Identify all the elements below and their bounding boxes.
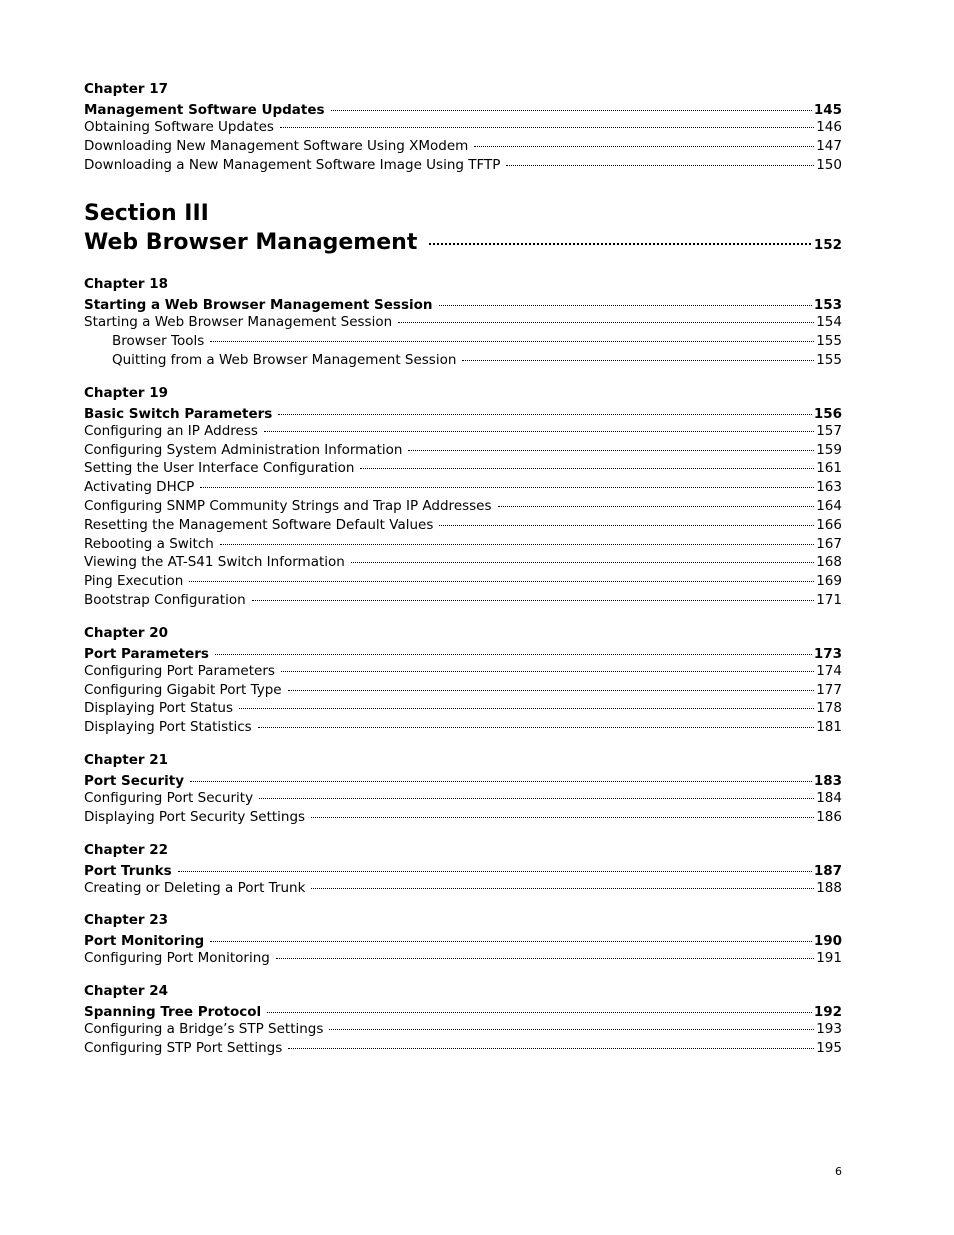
toc-entry[interactable] [84, 313, 842, 332]
chapter-block [84, 384, 842, 610]
toc-entry[interactable] [84, 332, 842, 351]
entry-title: Downloading New Management Software Using XModem [84, 137, 469, 154]
page-number: 6 [835, 1165, 842, 1178]
toc-entry[interactable] [84, 553, 842, 572]
chapter-label: Chapter 20 [84, 624, 169, 641]
toc-entry[interactable] [84, 662, 842, 681]
section-label: Section III [84, 201, 209, 227]
entry-page-number: 183 [813, 772, 842, 789]
chapter-label: Chapter 17 [84, 81, 169, 97]
entry-page-number: 181 [816, 719, 842, 736]
dot-leader [360, 468, 814, 469]
section-title-entry[interactable] [84, 227, 842, 261]
entry-title: Basic Switch Parameters [84, 405, 273, 422]
chapter-label: Chapter 23 [84, 912, 169, 929]
dot-leader [259, 798, 814, 799]
entry-page-number: 173 [813, 645, 842, 662]
toc-entry[interactable] [84, 478, 842, 497]
toc-entry[interactable] [84, 718, 842, 737]
entry-page-number: 147 [816, 137, 842, 154]
toc-entry[interactable] [84, 572, 842, 591]
entry-page-number: 146 [816, 119, 842, 135]
entry-page-number: 168 [816, 554, 842, 571]
toc-entry[interactable] [84, 497, 842, 516]
entry-title: Downloading a New Management Software Image Using TFTP [84, 156, 501, 173]
toc-entry[interactable] [84, 137, 842, 156]
chapter-label: Chapter 21 [84, 751, 169, 768]
dot-leader [498, 506, 815, 507]
dot-leader [474, 146, 814, 147]
entry-title: Port Monitoring [84, 933, 205, 950]
toc-entry[interactable] [84, 879, 842, 898]
entry-page-number: 163 [816, 479, 842, 496]
entry-page-number: 150 [816, 156, 842, 173]
entry-title: Configuring Gigabit Port Type [84, 681, 282, 698]
entry-page-number: 164 [816, 497, 842, 514]
entry-title: Rebooting a Switch [84, 535, 214, 552]
entry-page-number: 166 [816, 516, 842, 533]
toc-entry[interactable] [84, 681, 842, 700]
entry-page-number: 195 [816, 1039, 842, 1056]
entry-page-number: 174 [816, 662, 842, 679]
dot-leader [462, 360, 814, 361]
dot-leader [506, 165, 814, 166]
toc-entry[interactable] [84, 156, 842, 175]
chapter-label: Chapter 22 [84, 841, 169, 858]
entry-page-number: 192 [813, 1004, 842, 1021]
toc-entry[interactable] [84, 459, 842, 478]
dot-leader [239, 708, 814, 709]
entry-title: Creating or Deleting a Port Trunk [84, 879, 306, 896]
entry-title: Port Parameters [84, 645, 209, 662]
dot-leader [288, 690, 815, 691]
toc-entry[interactable] [84, 808, 842, 827]
toc-entry[interactable] [84, 1020, 842, 1039]
entry-title: Browser Tools [112, 333, 205, 350]
chapter-title-entry[interactable] [84, 406, 842, 422]
toc-entry[interactable] [84, 516, 842, 535]
chapter-title-entry[interactable] [84, 297, 842, 313]
dot-leader [178, 871, 812, 872]
entry-title: Configuring Port Security [84, 789, 254, 806]
dot-leader [189, 581, 814, 582]
toc-entry[interactable] [84, 699, 842, 718]
entry-page-number: 178 [816, 700, 842, 717]
chapter-label: Chapter 19 [84, 384, 169, 401]
chapter-block [84, 751, 842, 827]
chapter-label: Chapter 24 [84, 983, 169, 1000]
entry-page-number: 191 [816, 950, 842, 967]
entry-page-number: 188 [816, 879, 842, 896]
entry-title: Ping Execution [84, 573, 184, 590]
entry-page-number: 155 [816, 351, 842, 368]
entry-page-number: 190 [813, 933, 842, 950]
toc-entry[interactable] [84, 1039, 842, 1058]
dot-leader [331, 110, 812, 111]
chapter-block [84, 80, 842, 174]
entry-title: Bootstrap Configuration [84, 591, 246, 608]
toc-entry[interactable] [84, 535, 842, 554]
dot-leader [276, 958, 814, 959]
entry-page-number: 193 [816, 1021, 842, 1038]
toc-entry[interactable] [84, 789, 842, 808]
entry-title: Activating DHCP [84, 479, 195, 496]
entry-page-number: 161 [816, 460, 842, 477]
dot-leader [311, 888, 814, 889]
chapter-title-entry[interactable] [84, 863, 842, 879]
entry-page-number: 154 [816, 314, 842, 331]
toc-entry[interactable] [84, 591, 842, 610]
dot-leader [311, 817, 814, 818]
entry-page-number: 159 [816, 441, 842, 458]
entry-title: Configuring Port Monitoring [84, 950, 270, 967]
chapter-block [84, 624, 842, 737]
toc-entry[interactable] [84, 351, 842, 370]
entry-title: Port Trunks [84, 862, 172, 879]
chapter-title-entry[interactable] [84, 102, 842, 118]
section-title: Web Browser Management [84, 230, 418, 256]
dot-leader [215, 654, 812, 655]
dot-leader [408, 450, 814, 451]
dot-leader [278, 414, 812, 415]
entry-page-number: 167 [816, 535, 842, 552]
chapter-block [84, 982, 842, 1058]
chapter-block [84, 911, 842, 968]
toc-entry[interactable] [84, 422, 842, 441]
entry-page-number: 187 [813, 862, 842, 879]
entry-title: Configuring a Bridge’s STP Settings [84, 1021, 324, 1038]
entry-title: Viewing the AT-S41 Switch Information [84, 554, 345, 571]
dot-leader [281, 671, 814, 672]
dot-leader [280, 127, 814, 128]
dot-leader [252, 600, 815, 601]
entry-title: Quitting from a Web Browser Management Session [112, 351, 457, 368]
dot-leader [190, 781, 812, 782]
entry-title: Displaying Port Status [84, 700, 234, 717]
entry-title: Spanning Tree Protocol [84, 1004, 262, 1021]
dot-leader [210, 941, 812, 942]
entry-page-number: 145 [813, 102, 842, 118]
entry-title: Configuring Port Parameters [84, 662, 275, 679]
chapter-title-entry[interactable] [84, 646, 842, 662]
dot-leader [351, 562, 814, 563]
entry-title: Configuring System Administration Information [84, 441, 403, 458]
entry-title: Management Software Updates [84, 102, 325, 118]
chapter-title-entry[interactable] [84, 1004, 842, 1020]
entry-page-number: 156 [813, 405, 842, 422]
entry-page-number: 153 [813, 297, 842, 314]
chapter-block [84, 275, 842, 369]
toc-entry[interactable] [84, 118, 842, 137]
entry-page-number: 184 [816, 789, 842, 806]
entry-title: Setting the User Interface Configuration [84, 460, 355, 477]
dot-leader [439, 305, 812, 306]
entry-page-number: 171 [816, 591, 842, 608]
entry-title: Starting a Web Browser Management Session [84, 297, 433, 314]
entry-title: Configuring an IP Address [84, 422, 258, 439]
entry-title: Configuring SNMP Community Strings and Trap IP Addresses [84, 497, 492, 514]
dot-leader [288, 1048, 814, 1049]
dot-leader [264, 431, 814, 432]
table-of-contents [84, 80, 842, 1058]
section-block [84, 200, 842, 261]
chapter-title-entry[interactable] [84, 933, 842, 949]
entry-page-number: 177 [816, 681, 842, 698]
chapter-title-entry[interactable] [84, 773, 842, 789]
entry-page-number: 155 [816, 333, 842, 350]
entry-title: Obtaining Software Updates [84, 119, 274, 135]
chapter-block [84, 841, 842, 898]
dot-leader [258, 727, 815, 728]
dot-leader [429, 243, 810, 245]
entry-title: Starting a Web Browser Management Session [84, 314, 393, 331]
entry-page-number: 186 [816, 808, 842, 825]
entry-title: Configuring STP Port Settings [84, 1039, 283, 1056]
dot-leader [200, 487, 814, 488]
chapter-label: Chapter 18 [84, 276, 169, 293]
dot-leader [439, 525, 814, 526]
dot-leader [329, 1029, 814, 1030]
entry-title: Displaying Port Security Settings [84, 808, 306, 825]
toc-entry[interactable] [84, 441, 842, 460]
toc-entry[interactable] [84, 949, 842, 968]
dot-leader [267, 1012, 812, 1013]
dot-leader [398, 322, 814, 323]
section-page-number: 152 [813, 237, 842, 254]
dot-leader [220, 544, 814, 545]
entry-title: Port Security [84, 772, 185, 789]
entry-page-number: 169 [816, 573, 842, 590]
entry-page-number: 157 [816, 422, 842, 439]
dot-leader [210, 341, 814, 342]
entry-title: Displaying Port Statistics [84, 719, 252, 736]
entry-title: Resetting the Management Software Default Values [84, 516, 434, 533]
